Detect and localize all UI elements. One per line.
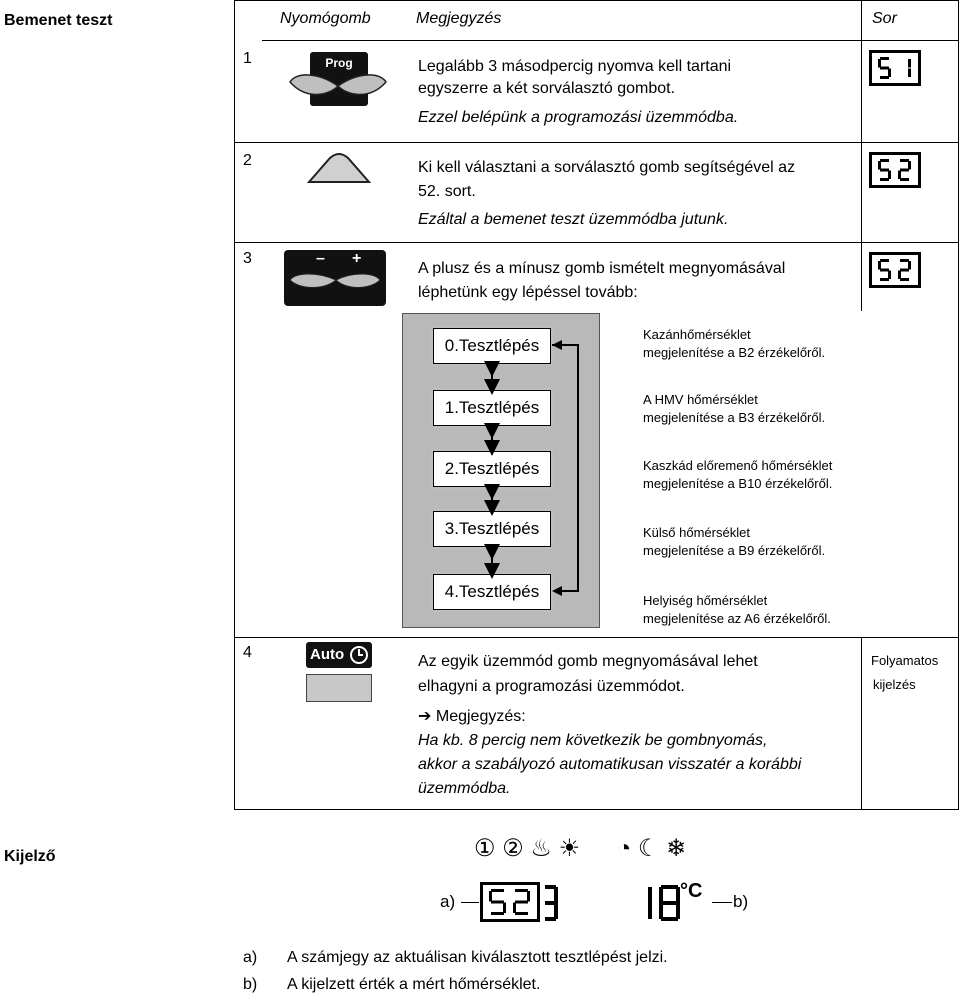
plus-minus-graphic <box>284 250 386 308</box>
header-note: Megjegyzés <box>416 10 502 27</box>
up-arrow-button-icon <box>306 152 372 186</box>
heating-icon: ☀ <box>558 835 581 862</box>
row1-text-2: egyszerre a két sorválasztó gombot. <box>418 80 676 97</box>
row-number: 3 <box>243 250 252 267</box>
row-display-52 <box>869 152 921 188</box>
footnote-key: a) <box>243 949 258 966</box>
label-b: b) <box>733 892 749 911</box>
test-step-box: 0.Tesztlépés <box>433 328 551 364</box>
row4-display-text: Folyamatos <box>871 653 939 668</box>
auto-button[interactable] <box>306 642 372 702</box>
display-icons <box>474 832 714 866</box>
row3-text-1: A plusz és a mínusz gomb ismételt megnyomásával <box>418 260 786 277</box>
label-a-leader <box>461 902 479 903</box>
step-desc: Kaszkád előremenő hőmérséklet megjelenítése a B10 érzékelőről. <box>643 458 833 491</box>
auto-label: Auto <box>310 646 345 663</box>
label-b-leader <box>712 902 732 903</box>
header-row: Sor <box>872 10 897 27</box>
header-button: Nyomógomb <box>280 10 371 27</box>
row4-display-text: kijelzés <box>873 677 916 692</box>
test-step-box: 4.Tesztlépés <box>433 574 551 610</box>
row4-text-1: Az egyik üzemmód gomb megnyomásával lehet <box>418 653 758 670</box>
test-step-box: 3.Tesztlépés <box>433 511 551 547</box>
display-title: Kijelző <box>4 848 56 865</box>
moon-icon: ☾ <box>637 835 660 862</box>
step-desc: Külső hőmérséklet megjelenítése a B9 érzékelőről. <box>643 525 826 558</box>
label-a: a) <box>440 892 456 911</box>
row3-text-2: léphetünk egy lépéssel tovább: <box>418 284 638 301</box>
program-2-icon: ② <box>502 835 524 862</box>
row2-text-2: 52. sort. <box>418 183 476 200</box>
snowflake-icon: ❄ <box>666 835 687 862</box>
test-step-arrows <box>402 313 598 626</box>
display-row-number <box>480 882 540 922</box>
step-desc: Kazánhőmérséklet megjelenítése a B2 érzékelőről. <box>643 327 826 360</box>
clock-icon: ◔ <box>616 835 632 862</box>
row4-text-2: elhagyni a programozási üzemmódot. <box>418 678 685 695</box>
row-display-52 <box>869 252 921 288</box>
row4-note: ➔ Megjegyzés: <box>418 708 526 725</box>
row4-italic-3: üzemmódba. <box>418 780 511 797</box>
row-select-button[interactable] <box>306 152 372 186</box>
plus-minus-buttons[interactable] <box>284 250 386 308</box>
display-unit: °C <box>680 880 703 902</box>
row-number: 1 <box>243 50 252 67</box>
row-display-51 <box>869 50 921 86</box>
row-number: 2 <box>243 152 252 169</box>
test-step-box: 1.Tesztlépés <box>433 390 551 426</box>
row2-text-1: Ki kell választani a sorválasztó gomb segítségével az <box>418 159 796 176</box>
auto-button-face <box>306 674 372 702</box>
footnote-key: b) <box>243 976 258 993</box>
row1-text-1: Legalább 3 másodpercig nyomva kell tartani <box>418 58 732 75</box>
step-desc: Helyiség hőmérséklet megjelenítése az A6 érzékelőről. <box>643 593 831 626</box>
minus-label: – <box>316 250 325 267</box>
program-1-icon: ① <box>474 835 496 862</box>
clock-icon <box>349 645 369 665</box>
step-desc: A HMV hőmérséklet megjelenítése a B3 érzékelőről. <box>643 392 826 425</box>
row4-italic-2: akkor a szabályozó automatikusan visszatér a korábbi <box>418 756 802 773</box>
plus-label: + <box>352 250 362 267</box>
prog-label: Prog <box>325 56 353 70</box>
display-test-step <box>540 884 562 922</box>
footnote-text: A számjegy az aktuálisan kiválasztott tesztlépést jelzi. <box>287 949 668 966</box>
arrow-right-icon: ➔ <box>418 708 432 725</box>
hot-water-icon: ♨ <box>530 835 552 862</box>
row4-italic-1: Ha kb. 8 percig nem következik be gombnyomás, <box>418 732 768 749</box>
section-title: Bemenet teszt <box>4 12 113 29</box>
test-step-box: 2.Tesztlépés <box>433 451 551 487</box>
footnote-text: A kijelzett érték a mért hőmérséklet. <box>287 976 541 993</box>
row2-italic: Ezáltal a bemenet teszt üzemmódba jutunk. <box>418 211 729 228</box>
prog-button[interactable] <box>288 50 388 110</box>
row-number: 4 <box>243 644 252 661</box>
display-temperature <box>628 884 684 922</box>
row1-italic: Ezzel belépünk a programozási üzemmódba. <box>418 109 739 126</box>
